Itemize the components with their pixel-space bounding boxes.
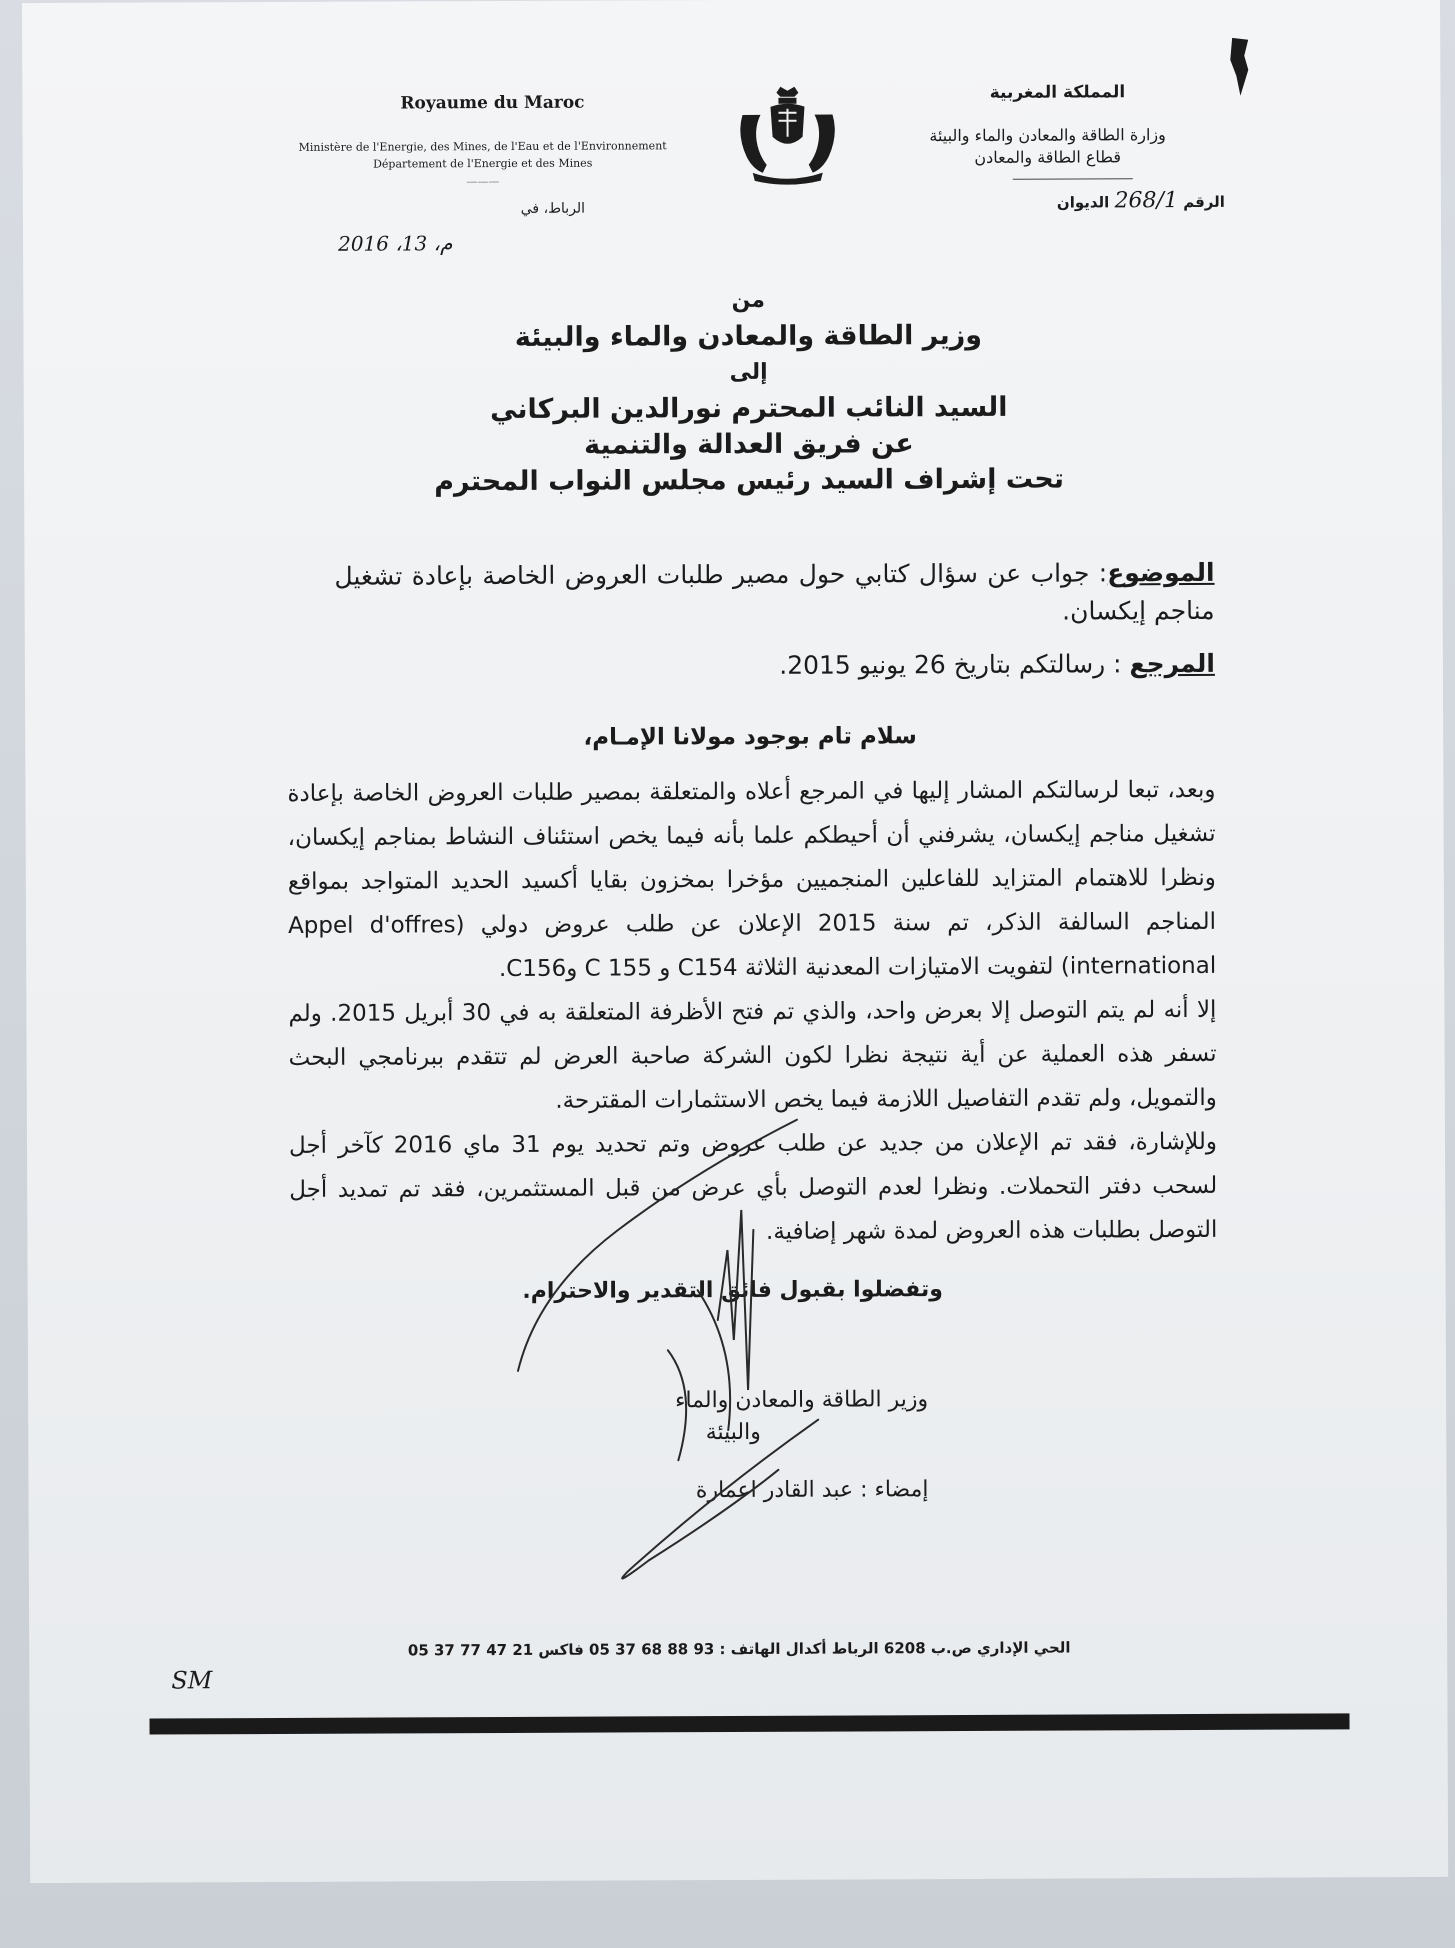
body-paragraph-2: إلا أنه لم يتم التوصل إلا بعرض واحد، والذي تم فتح الأظرفة المتعلقة به في 30 أبريل 2015. ولم تسفر هذه العملية عن أية نتيجة نظرا لكون الشركة صاحبة العرض لم تتقدم ببرنامجي البحث والتمويل، ولم تقدم التفاصيل اللازمة فيما يخص الاستثمارات المقترحة. xyxy=(288,996,1217,1114)
signature-name: إمضاء : عبد القادر اعمارة xyxy=(695,1477,929,1504)
ref-number-line xyxy=(1035,188,1225,214)
body-paragraph-1: وبعد، تبعا لرسالتكم المشار إليها في المرجع أعلاه والمتعلقة بمصير طلبات العروض الخاصة بإعادة تشغيل مناجم إيكسان، يشرفني أن أحيطكم علما بأنه فيما يخص استئناف النشاط بمناجم إيكسان، ونظرا للاهتمام المتزايد للفاعلين المنجميين مؤخرا بمخزون بقايا أكسيد الحديد المتواجد بمواقع المناجم السالفة الذكر، تم سنة 2015 الإعلان عن طلب عروض دولي (Appel d'offres international) لتفويت الامتيازات المعدنية الثلاثة C154 و C 155 وC156. xyxy=(287,776,1217,983)
to-label: إلى xyxy=(729,359,768,386)
letter-page xyxy=(22,0,1448,1883)
fr-kingdom-title: Royaume du Maroc xyxy=(400,92,585,114)
to-supervision: تحت إشراف السيد رئيس مجلس النواب المحترم xyxy=(434,463,1065,498)
body-paragraph-3: وللإشارة، فقد تم الإعلان من جديد عن طلب عروض وتم تحديد يوم 31 ماي 2016 كآخر أجل لسحب دفتر التحملات. ونظرا لعدم التوصل بأي عرض من قبل المستثمرين، فقد تم تمديد أجل التوصل بطلبات هذه العروض لمدة شهر إضافية. xyxy=(288,1128,1218,1245)
reference-text: : رسالتكم بتاريخ 26 يونيو 2015. xyxy=(779,649,1130,680)
handwritten-signature xyxy=(497,1089,859,1611)
signature-title-line-1: وزير الطاقة والمعادن والماء xyxy=(675,1387,929,1414)
ref-label: الرقم xyxy=(1183,192,1225,212)
from-name: وزير الطاقة والمعادن والماء والبيئة xyxy=(514,319,983,353)
reference-label: المرجع xyxy=(1129,648,1215,679)
ar-ministry-name: وزارة الطاقة والمعادن والماء والبيئة xyxy=(929,125,1166,146)
greeting: سلام تام بوجود مولانا الإمـام، xyxy=(583,723,917,751)
reference-line xyxy=(335,642,1215,690)
subject-label: الموضوع xyxy=(1107,557,1215,588)
to-name: السيد النائب المحترم نورالدين البركاني xyxy=(489,391,1008,426)
closing-formula: وتفضلوا بقبول فائق التقدير والاحترام. xyxy=(522,1277,943,1304)
from-label: من xyxy=(731,287,766,314)
footer-address: الحي الإداري ص.ب 6208 الرباط أكدال الهاتف : 93 88 68 37 05 فاكس 21 47 77 37 05 xyxy=(407,1638,1071,1660)
footer-bar xyxy=(149,1713,1349,1734)
to-group: عن فريق العدالة والتنمية xyxy=(584,428,914,461)
subject-line xyxy=(334,554,1214,634)
subject-text: : جواب عن سؤال كتابي حول مصير طلبات العروض الخاصة بإعادة تشغيل مناجم إيكسان. xyxy=(334,558,1215,626)
handwritten-ref-number: 268/1 xyxy=(1114,188,1178,214)
handwritten-initials: SM xyxy=(171,1666,213,1695)
handwritten-date: 2016 ،م، 13 xyxy=(338,231,453,256)
coat-of-arms-emblem xyxy=(732,85,842,185)
header-divider xyxy=(1013,178,1133,180)
fr-department-name: Département de l'Energie et des Mines xyxy=(373,156,593,171)
binder-mark xyxy=(1224,36,1254,98)
fr-separator: ——— xyxy=(466,175,500,189)
place-date-label: الرباط، في xyxy=(520,200,586,217)
signature-title-line-2: والبيئة xyxy=(705,1419,761,1446)
ar-kingdom-title: المملكة المغربية xyxy=(989,82,1126,103)
ar-department-name: قطاع الطاقة والمعادن xyxy=(974,147,1122,167)
ref-suffix: الديوان xyxy=(1056,193,1110,212)
fr-ministry-name: Ministère de l'Energie, des Mines, de l'Eau et de l'Environnement xyxy=(298,139,667,154)
